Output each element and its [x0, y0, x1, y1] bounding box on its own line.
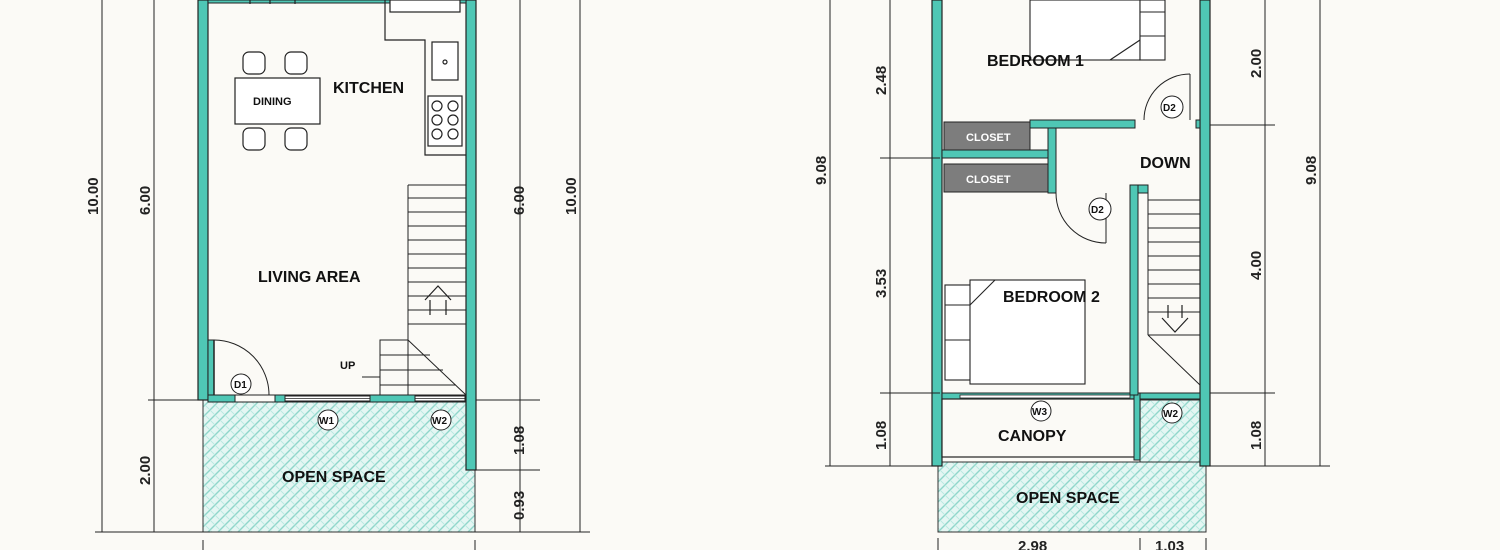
window-w2-tag: W2: [432, 416, 447, 427]
upper-staircase: [1148, 193, 1200, 385]
ground-dim-left-open: 2.00: [137, 455, 154, 485]
bedroom-1-label: BEDROOM 1: [987, 53, 1084, 70]
ground-staircase: [362, 185, 466, 395]
door-d2-a-tag: D2: [1163, 103, 1176, 114]
up-label: UP: [340, 360, 356, 372]
upper-right-wall: [1200, 0, 1210, 466]
window-w2-upper-tag: W2: [1163, 409, 1178, 420]
upper-open-space-label: OPEN SPACE: [1016, 490, 1120, 507]
ground-open-space-label: OPEN SPACE: [282, 469, 386, 486]
upper-dim-bottom-right: 1.03: [1155, 538, 1185, 550]
upper-left-wall: [932, 0, 942, 466]
upper-dim-left-total: 9.08: [813, 155, 830, 185]
bed-1: [1030, 0, 1165, 60]
ground-dim-right-total: 10.00: [563, 177, 580, 215]
upper-dim-bottom-left: 2.98: [1018, 538, 1048, 550]
living-area-label: LIVING AREA: [258, 269, 361, 286]
down-label: DOWN: [1140, 155, 1191, 172]
door-d2-b: [1056, 193, 1111, 243]
upper-dim-left-bed1: 2.48: [873, 65, 890, 95]
upper-dim-left-canopy: 1.08: [873, 420, 890, 450]
canopy-label: CANOPY: [998, 428, 1067, 445]
ground-dim-left-total: 10.00: [85, 177, 102, 215]
door-d1-tag: D1: [234, 380, 247, 391]
dining-label: DINING: [253, 96, 292, 108]
upper-dim-right-top: 2.00: [1248, 48, 1265, 78]
upper-dim-right-canopy: 1.08: [1248, 420, 1265, 450]
ground-dim-left-main: 6.00: [137, 185, 154, 215]
window-w3-frame: [960, 395, 1130, 398]
kitchen-label: KITCHEN: [333, 80, 405, 97]
closet-a-label: CLOSET: [966, 132, 1011, 144]
upper-dim-left-bed2: 3.53: [873, 268, 890, 298]
window-w1-tag: W1: [319, 416, 334, 427]
window-w3-tag: W3: [1032, 407, 1047, 418]
upper-floor-plan: [813, 0, 1330, 550]
ground-dim-right-main: 6.00: [511, 185, 528, 215]
door-d2-b-tag: D2: [1091, 205, 1104, 216]
closet-b-label: CLOSET: [966, 174, 1011, 186]
ground-right-wall: [466, 0, 476, 470]
stair-down-arrow-icon: [1162, 305, 1188, 332]
upper-dim-right-stair: 4.00: [1248, 250, 1265, 280]
stair-up-arrow-icon: [425, 286, 451, 315]
ground-dim-right-canopy: 1.08: [511, 425, 528, 455]
upper-dim-right-total: 9.08: [1303, 155, 1320, 185]
ground-dim-right-open: 0.93: [511, 490, 528, 520]
ground-left-wall: [198, 0, 208, 400]
bedroom-2-label: BEDROOM 2: [1003, 289, 1100, 306]
ground-floor-plan: [85, 0, 590, 550]
